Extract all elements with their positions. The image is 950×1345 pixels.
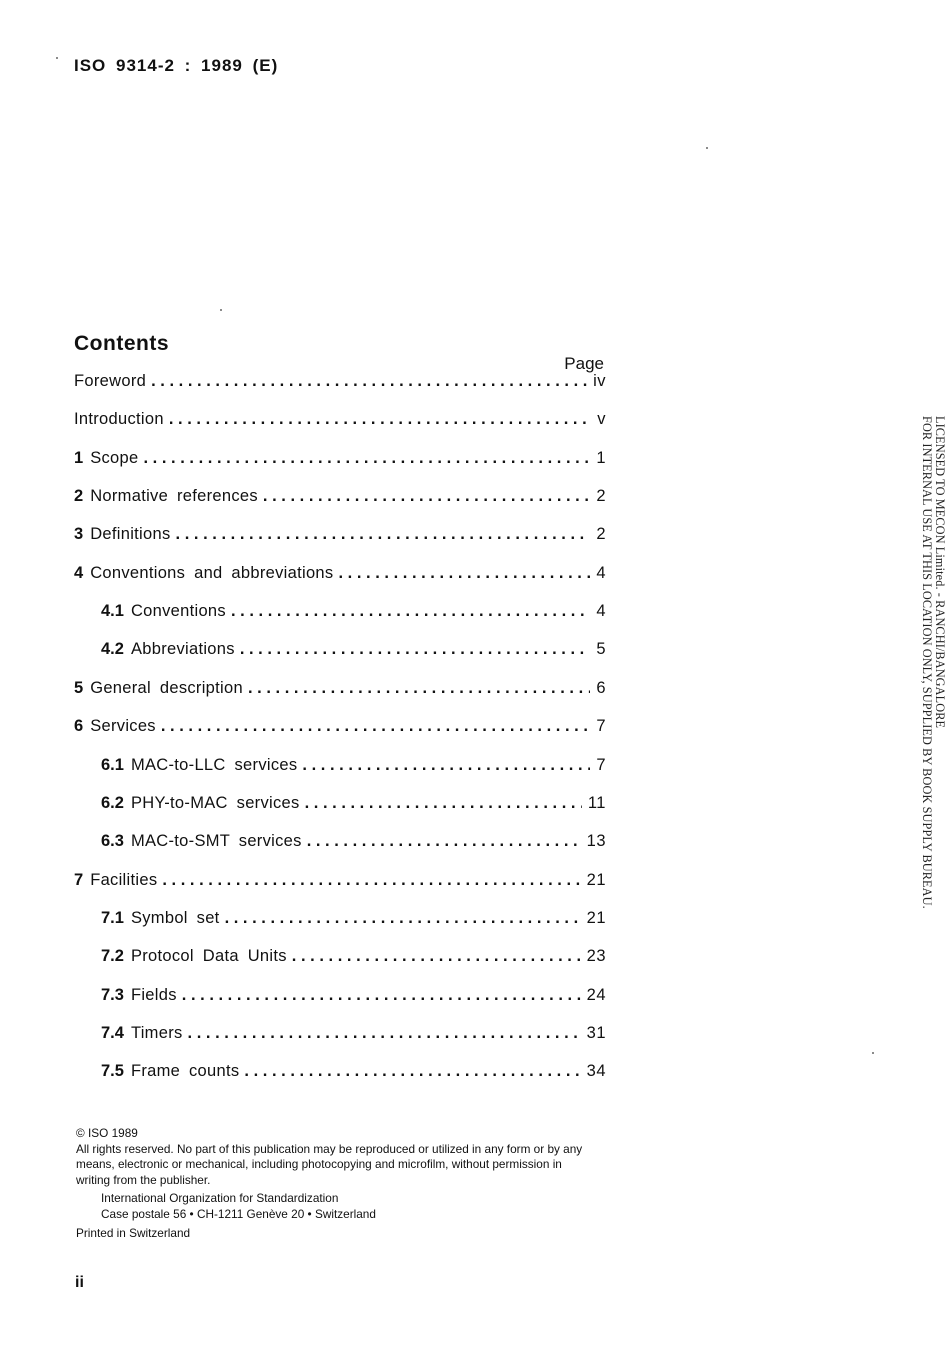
toc-entry[interactable] [101,1062,606,1086]
toc-entry-title: PHY-to-MAC services [130,793,300,812]
toc-entry-page: 1 [596,448,606,467]
toc-entry-number: 7 [74,870,84,889]
toc-dot-leader [162,871,580,890]
toc-entry-title: MAC-to-LLC services [130,755,298,774]
printed-in: Printed in Switzerland [76,1226,191,1240]
toc-entry[interactable] [101,640,606,664]
toc-entry[interactable] [101,986,606,1010]
toc-entry-page: 4 [596,563,606,582]
toc-dot-leader [151,372,587,391]
license-notice-line: FOR INTERNAL USE AT THIS LOCATION ONLY, SUPPLIED BY BOOK SUPPLY BUREAU. [920,416,934,909]
toc-entry-number: 6.2 [101,793,124,812]
toc-entry[interactable] [74,449,606,473]
toc-entry[interactable] [101,794,606,818]
toc-entry[interactable] [101,947,606,971]
toc-entry-title: Normative references [90,487,258,506]
scan-speck [56,57,58,59]
toc-entry-number: 4 [74,563,84,582]
toc-entry-page: 24 [586,985,606,1004]
toc-entry-number: 7.1 [101,908,124,927]
toc-entry-number: 7.3 [101,985,124,1004]
toc-entry[interactable] [101,909,606,933]
rights-text: writing from the publisher. [76,1172,211,1187]
toc-dot-leader [161,717,590,736]
toc-entry-page: 23 [586,947,606,966]
toc-entry-number: 3 [74,525,84,544]
toc-dot-leader [143,449,590,468]
toc-entry-title: Abbreviations [130,640,235,659]
toc-entry-page: iv [593,372,606,390]
toc-dot-leader [338,564,590,583]
license-notice [920,416,946,909]
toc-entry-title: Facilities [90,870,158,889]
toc-entry-number: 6.3 [101,832,124,851]
toc-entry-number: 4.2 [101,640,124,659]
license-notice-line: LICENSED TO MECON Limited. - RANCHI/BANGALORE [933,416,947,729]
contents-title: Contents [74,332,169,355]
copyright-block [76,1126,606,1242]
toc-entry-title: Scope [90,448,139,467]
toc-entry-title: Frame counts [130,1062,240,1081]
toc-entry-title: Introduction [74,410,164,429]
toc-entry[interactable] [74,717,606,741]
toc-entry[interactable] [74,372,606,396]
toc-entry-page: 11 [587,793,606,812]
scan-speck [220,309,222,311]
toc-entry-page: 21 [586,870,606,889]
rights-text: All rights reserved. No part of this publication may be reproduced or utilized in any form or by any [76,1141,583,1156]
toc-entry-number: 7.4 [101,1023,124,1042]
toc-entry-page: 7 [596,755,606,774]
toc-entry-number: 6 [74,717,84,736]
toc-entry[interactable] [101,602,606,626]
toc-dot-leader [248,679,590,698]
toc-entry-title: Conventions and abbreviations [90,563,334,582]
toc-dot-leader [225,909,581,928]
toc-entry-page: 7 [596,717,606,736]
toc-dot-leader [176,525,591,544]
toc-dot-leader [302,756,590,775]
toc-entry-number: 2 [74,487,84,506]
toc-entry-number: 4.1 [101,602,124,621]
toc-entry-title: Services [90,717,156,736]
toc-entry-page: 34 [586,1062,606,1081]
toc-entry-number: 6.1 [101,755,124,774]
toc-entry-page: 4 [596,602,606,621]
toc-dot-leader [307,832,581,851]
document-header: ISO 9314-2 : 1989 (E) [74,56,279,75]
toc-entry-page: v [597,410,606,429]
organization-address: Case postale 56 • CH-1211 Genève 20 • Switzerland [101,1206,376,1221]
toc-entry-title: Fields [130,985,177,1004]
toc-entry[interactable] [101,756,606,780]
toc-entry[interactable] [74,487,606,511]
toc-entry-page: 5 [596,640,606,659]
toc-entry-title: General description [90,678,243,697]
toc-entry-page: 6 [596,678,606,697]
toc-dot-leader [188,1024,581,1043]
toc-entry[interactable] [74,410,606,434]
toc-entry-number: 7.5 [101,1062,124,1081]
toc-entry-title: Timers [130,1023,183,1042]
organization-name: International Organization for Standardization [101,1191,339,1205]
page-number: ii [75,1274,84,1291]
toc-entry-page: 2 [596,525,606,544]
toc-entry[interactable] [74,525,606,549]
toc-dot-leader [292,947,581,966]
toc-entry-title: Symbol set [130,908,220,927]
toc-entry[interactable] [74,679,606,703]
toc-entry-page: 2 [596,487,606,506]
toc-entry-title: Definitions [90,525,171,544]
toc-entry-page: 31 [586,1023,606,1042]
toc-dot-leader [169,410,591,429]
toc-entry-title: Foreword [74,372,147,390]
scan-speck [706,147,708,149]
toc-entry[interactable] [74,564,606,588]
toc-dot-leader [240,640,591,659]
toc-entry-title: Protocol Data Units [130,947,287,966]
toc-entry-title: MAC-to-SMT services [130,832,302,851]
toc-entry-page: 13 [586,832,606,851]
toc-entry[interactable] [101,1024,606,1048]
toc-dot-leader [182,986,581,1005]
toc-entry[interactable] [101,832,606,856]
toc-dot-leader [244,1062,580,1081]
toc-entry-number: 7.2 [101,947,124,966]
scan-speck [872,1052,874,1054]
toc-dot-leader [305,794,582,813]
copyright-notice: © ISO 1989 [76,1126,138,1140]
rights-text: means, electronic or mechanical, including photocopying and microfilm, without permission in [76,1157,562,1171]
toc-dot-leader [231,602,590,621]
toc-entry[interactable] [74,871,606,895]
page-column-label: Page [564,354,604,373]
toc-dot-leader [263,487,590,506]
toc-entry-number: 5 [74,678,84,697]
toc-entry-page: 21 [586,908,606,927]
toc-entry-number: 1 [74,448,84,467]
toc-entry-title: Conventions [130,602,226,621]
